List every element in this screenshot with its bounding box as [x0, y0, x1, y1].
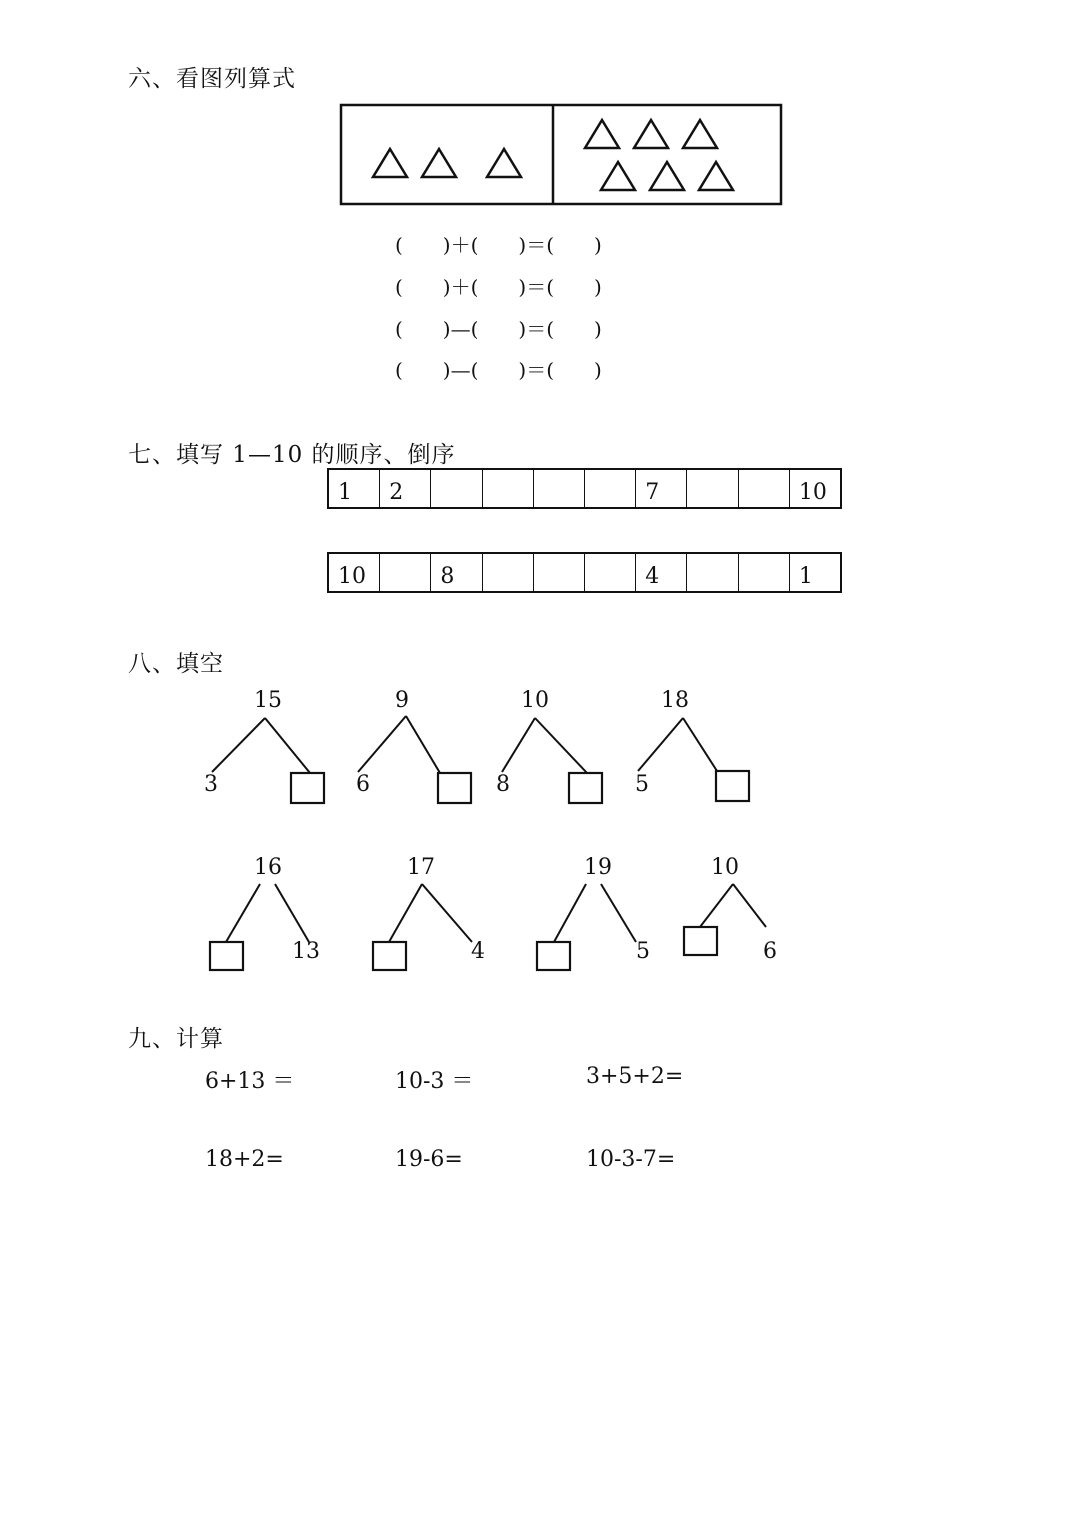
forward-cell[interactable]: 1: [329, 470, 380, 507]
calc-problem: 6+13 ＝: [205, 1069, 295, 1094]
forward-cell[interactable]: [534, 470, 585, 507]
section6-title: 六、看图列算式: [128, 66, 296, 92]
tree-top-number: 18: [661, 688, 689, 713]
equation-1: ( )＋( )＝( ): [395, 233, 602, 257]
reverse-cell[interactable]: [534, 554, 585, 591]
equation-2: ( )＋( )＝( ): [395, 275, 602, 299]
triangle-icon: [373, 149, 407, 177]
triangle-icon: [683, 120, 717, 148]
reverse-sequence-row: [327, 552, 842, 593]
section9-title: 九、计算: [128, 1026, 224, 1052]
calc-problem: 19-6=: [395, 1147, 463, 1172]
forward-cell[interactable]: [687, 470, 738, 507]
reverse-cell[interactable]: [380, 554, 431, 591]
tree-left-number: 6: [356, 772, 370, 797]
triangle-icon: [650, 162, 684, 190]
triangle-icon: [634, 120, 668, 148]
reverse-cell[interactable]: [687, 554, 738, 591]
tree-right-number: 5: [636, 939, 650, 964]
forward-cell[interactable]: [483, 470, 534, 507]
forward-cell[interactable]: [431, 470, 482, 507]
tree-top-number: 10: [711, 855, 739, 880]
forward-cell[interactable]: 10: [798, 480, 827, 505]
equation-4: ( )—( )＝( ): [395, 358, 602, 382]
equation-3: ( )—( )＝( ): [395, 317, 602, 341]
forward-sequence-row: [327, 468, 842, 509]
tree-top-number: 17: [407, 855, 435, 880]
reverse-cell[interactable]: [739, 554, 790, 591]
reverse-cell[interactable]: [483, 554, 534, 591]
forward-cell[interactable]: 2: [380, 470, 431, 507]
triangle-icon: [699, 162, 733, 190]
tree-right-number: 6: [763, 939, 777, 964]
tree-right-number: 4: [471, 939, 485, 964]
calc-problem: 3+5+2=: [586, 1064, 684, 1089]
reverse-cell[interactable]: [585, 554, 636, 591]
section8-title: 八、填空: [128, 651, 224, 677]
tree-left-number: 5: [635, 772, 649, 797]
reverse-cell[interactable]: 4: [636, 554, 687, 591]
tree-top-number: 10: [521, 688, 549, 713]
calc-problem: 10-3 ＝: [395, 1069, 474, 1094]
forward-cell[interactable]: [585, 470, 636, 507]
tree-left-number: 8: [496, 772, 510, 797]
triangle-icon: [585, 120, 619, 148]
triangle-icon: [422, 149, 456, 177]
section7-title: 七、填写 1—10 的顺序、倒序: [128, 442, 456, 468]
reverse-cell[interactable]: 8: [431, 554, 482, 591]
calc-problem: 10-3-7=: [586, 1147, 676, 1172]
triangle-icon: [487, 149, 521, 177]
forward-cell[interactable]: 7: [636, 470, 687, 507]
calc-problem: 18+2=: [205, 1147, 284, 1172]
tree-top-number: 9: [395, 688, 409, 713]
tree-right-number: 13: [292, 939, 320, 964]
tree-top-number: 19: [584, 855, 612, 880]
reverse-cell[interactable]: 1: [798, 564, 813, 589]
reverse-cell[interactable]: 10: [329, 554, 380, 591]
tree-top-number: 16: [254, 855, 282, 880]
tree-left-number: 3: [204, 772, 218, 797]
forward-cell[interactable]: [739, 470, 790, 507]
triangle-icon: [601, 162, 635, 190]
tree-top-number: 15: [254, 688, 282, 713]
